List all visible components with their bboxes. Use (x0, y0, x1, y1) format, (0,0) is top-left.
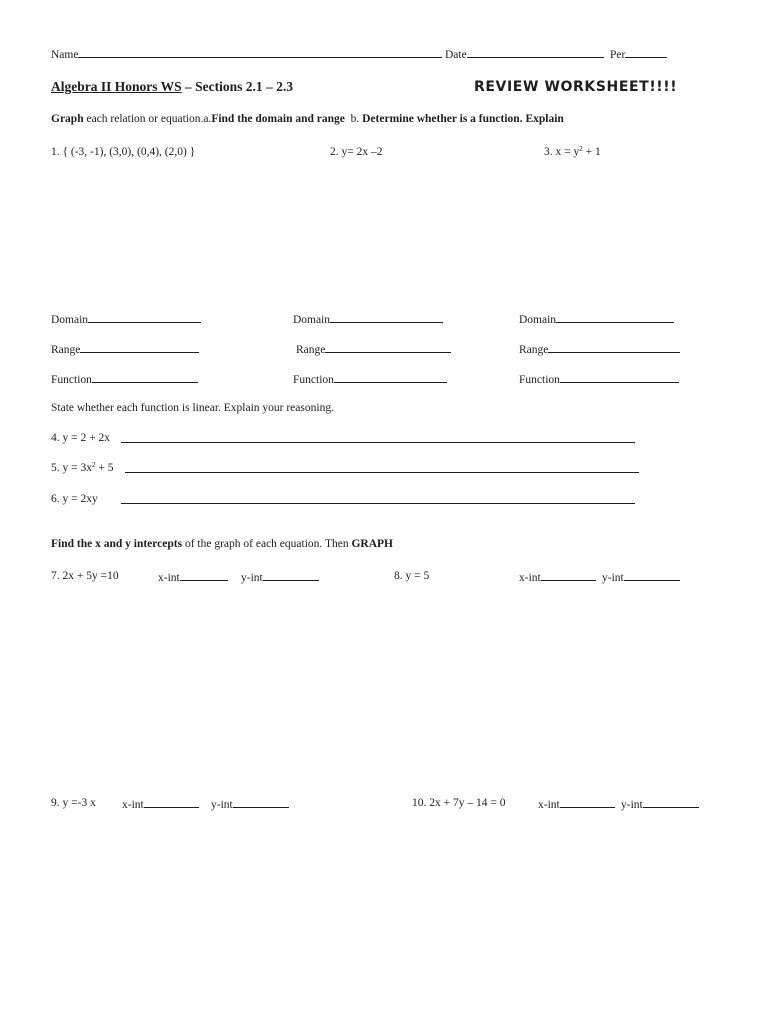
intercepts-text: of the graph of each equation. Then (182, 538, 352, 550)
per-field[interactable] (610, 46, 667, 62)
x-int-label: x-int (158, 572, 180, 584)
function-blank[interactable] (560, 371, 679, 383)
domain-blank[interactable] (330, 311, 443, 323)
x-int-blank[interactable] (144, 796, 199, 808)
problem-3 (544, 145, 601, 159)
instructions-text: each relation or equation.a. (83, 113, 212, 125)
item-4-answer-line[interactable] (121, 431, 635, 443)
domain-label: Domain (519, 314, 557, 326)
function-label: Function (293, 374, 334, 386)
y-int-field-8[interactable] (602, 569, 680, 585)
y-int-blank[interactable] (263, 569, 319, 581)
domain-field-2[interactable] (293, 311, 443, 327)
per-blank[interactable] (625, 46, 667, 58)
item-5-exponent: 2 (92, 461, 96, 469)
function-blank[interactable] (334, 371, 447, 383)
x-int-field-8[interactable] (519, 569, 596, 585)
item-5-equation: 5. y = 3x (51, 462, 92, 474)
problem-9: 9. y =-3 x (51, 797, 96, 809)
item-6-answer-line[interactable] (121, 492, 635, 504)
range-blank[interactable] (325, 341, 451, 353)
x-int-field-10[interactable] (538, 796, 615, 812)
problem-2: 2. y= 2x –2 (330, 146, 383, 158)
problem-8: 8. y = 5 (394, 570, 430, 582)
name-field[interactable] (51, 46, 442, 62)
function-field-2[interactable] (293, 371, 447, 387)
range-field-2[interactable] (296, 341, 451, 357)
function-label: Function (519, 374, 560, 386)
problem-10: 10. 2x + 7y – 14 = 0 (412, 797, 506, 809)
function-blank[interactable] (92, 371, 198, 383)
graph-word: Graph (51, 113, 84, 125)
sections-range: – Sections 2.1 – 2.3 (181, 79, 294, 94)
part-b-label: b. (344, 113, 363, 125)
graph-instructions (51, 112, 564, 126)
x-int-field-9[interactable] (122, 796, 199, 812)
y-int-blank[interactable] (624, 569, 680, 581)
range-blank[interactable] (80, 341, 199, 353)
x-int-blank[interactable] (180, 569, 228, 581)
linear-item-5 (51, 461, 114, 475)
range-blank[interactable] (548, 341, 680, 353)
date-blank[interactable] (467, 46, 604, 58)
range-field-3[interactable] (519, 341, 680, 357)
range-label: Range (51, 344, 81, 356)
problem-3-exponent: 2 (579, 145, 583, 153)
date-field[interactable] (445, 46, 604, 62)
x-int-field-7[interactable] (158, 569, 228, 585)
per-label: Per (610, 49, 626, 61)
item-4-equation: 4. y = 2 + 2x (51, 432, 110, 444)
function-field-1[interactable] (51, 371, 198, 387)
y-int-field-7[interactable] (241, 569, 319, 585)
x-int-label: x-int (519, 572, 541, 584)
item-5-tail: + 5 (95, 462, 114, 474)
y-int-blank[interactable] (643, 796, 699, 808)
name-label: Name (51, 49, 79, 61)
x-int-label: x-int (122, 799, 144, 811)
intercepts-prompt (51, 537, 393, 551)
linear-item-4 (51, 431, 110, 445)
function-label: Function (51, 374, 92, 386)
y-int-label: y-int (602, 572, 624, 584)
y-int-field-9[interactable] (211, 796, 289, 812)
x-int-blank[interactable] (541, 569, 596, 581)
y-int-field-10[interactable] (621, 796, 699, 812)
domain-field-3[interactable] (519, 311, 674, 327)
linear-prompt: State whether each function is linear. Explain your reasoning. (51, 402, 334, 414)
graph-bold: GRAPH (351, 538, 393, 550)
name-blank[interactable] (78, 46, 442, 58)
linear-item-6 (51, 492, 98, 506)
range-field-1[interactable] (51, 341, 199, 357)
y-int-label: y-int (211, 799, 233, 811)
domain-label: Domain (51, 314, 89, 326)
domain-blank[interactable] (88, 311, 201, 323)
y-int-label: y-int (621, 799, 643, 811)
range-label: Range (519, 344, 549, 356)
intercepts-bold: Find the x and y intercepts (51, 538, 183, 550)
range-label: Range (296, 344, 326, 356)
determine-text: Determine whether is a function. Explain (362, 113, 564, 125)
problem-7: 7. 2x + 5y =10 (51, 570, 119, 582)
problem-3-tail: + 1 (582, 146, 601, 158)
domain-range-text: Find the domain and range (211, 113, 345, 125)
function-field-3[interactable] (519, 371, 679, 387)
y-int-blank[interactable] (233, 796, 289, 808)
item-6-equation: 6. y = 2xy (51, 493, 98, 505)
problem-1: 1. { (-3, -1), (3,0), (0,4), (2,0) } (51, 146, 196, 158)
review-banner: REVIEW WORKSHEET!!!! (474, 79, 678, 95)
domain-blank[interactable] (556, 311, 674, 323)
course-name: Algebra II Honors WS (51, 79, 182, 94)
domain-field-1[interactable] (51, 311, 201, 327)
y-int-label: y-int (241, 572, 263, 584)
x-int-label: x-int (538, 799, 560, 811)
item-5-answer-line[interactable] (125, 461, 639, 473)
problem-3-base: 3. x = y (544, 146, 580, 158)
date-label: Date (445, 49, 467, 61)
x-int-blank[interactable] (560, 796, 615, 808)
worksheet-title (51, 80, 293, 94)
domain-label: Domain (293, 314, 331, 326)
